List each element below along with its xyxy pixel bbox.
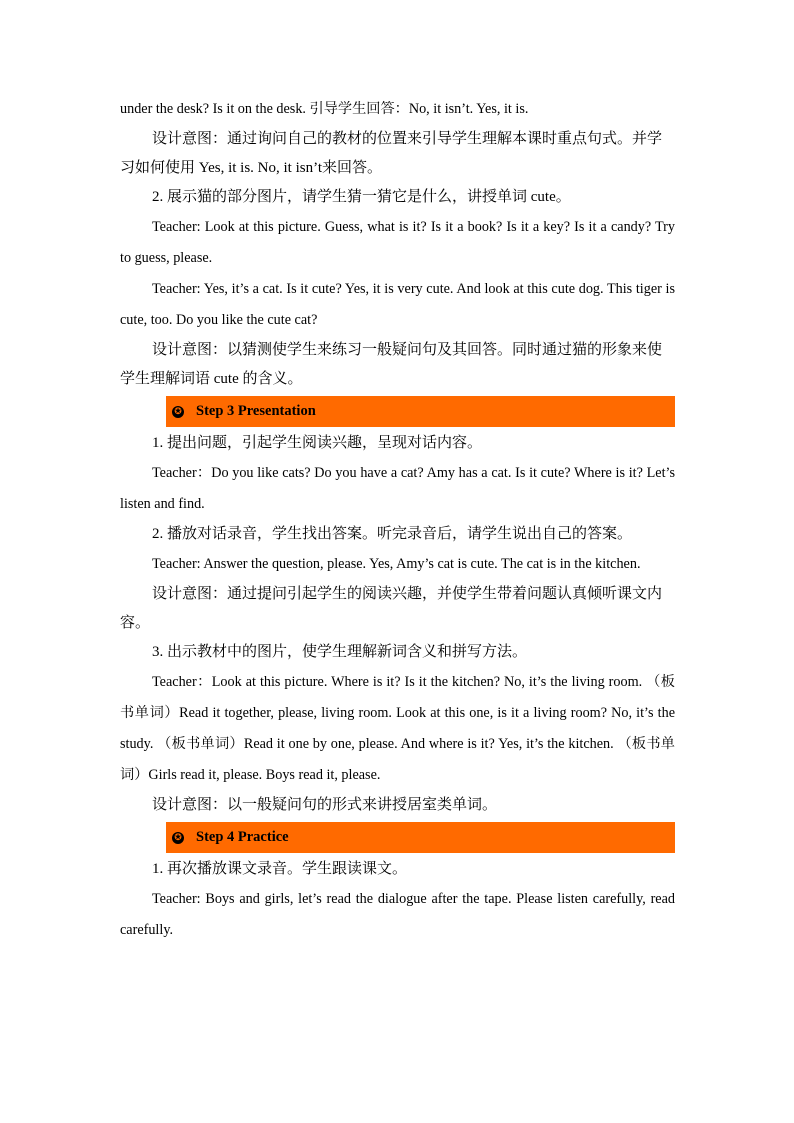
teacher-line: Teacher: Look at this picture. Guess, what is it? Is it a book? Is it a key? Is it a candy? Try to guess, please. bbox=[120, 219, 675, 266]
design-intent-paragraph: 设计意图：以猜测使学生来练习一般疑问句及其回答。同时通过猫的形象来使学生理解词语 cute 的含义。 bbox=[120, 342, 663, 387]
document-body bbox=[120, 94, 675, 946]
design-intent-paragraph: 设计意图：通过提问引起学生的阅读兴趣，并使学生带着问题认真倾听课文内容。 bbox=[120, 586, 663, 631]
step-header-label: Step 4 Practice bbox=[196, 829, 289, 845]
step-item: 2. 播放对话录音，学生找出答案。听完录音后，请学生说出自己的答案。 bbox=[152, 526, 633, 542]
design-intent-paragraph: 设计意图：以一般疑问句的形式来讲授居室类单词。 bbox=[152, 797, 498, 813]
teacher-line: Teacher：Look at this picture. Where is it? Is it the kitchen? No, it’s the living room. （板书单词）Read it together, please, living room. Look at this one, is it a living room? No, it’s the study. （板书单词）Read it one by one, please. And where is it? Yes, it’s the kitchen. （板书单词）Girls read it, please. Boys read it, please. bbox=[120, 674, 675, 783]
step-item: 1. 再次播放课文录音。学生跟读课文。 bbox=[152, 861, 408, 877]
star-circle-icon: ✪ bbox=[172, 832, 184, 844]
star-circle-icon: ✪ bbox=[172, 406, 184, 418]
step-header-label: Step 3 Presentation bbox=[196, 403, 316, 419]
step-header-bar bbox=[166, 822, 675, 853]
teacher-line: Teacher: Answer the question, please. Yes, Amy’s cat is cute. The cat is in the kitchen. bbox=[152, 556, 641, 572]
step-item: 1. 提出问题，引起学生阅读兴趣，呈现对话内容。 bbox=[152, 435, 483, 451]
design-intent-paragraph: 设计意图：通过询问自己的教材的位置来引导学生理解本课时重点句式。并学习如何使用 Yes, it is. No, it isn’t来回答。 bbox=[120, 131, 663, 176]
teacher-line: Teacher: Boys and girls, let’s read the dialogue after the tape. Please listen carefully, read carefully. bbox=[120, 891, 675, 938]
step-item: 2. 展示猫的部分图片，请学生猜一猜它是什么，讲授单词 cute。 bbox=[152, 189, 571, 205]
step-item: 3. 出示教材中的图片，使学生理解新词含义和拼写方法。 bbox=[152, 644, 528, 660]
step-header-bar bbox=[166, 396, 675, 427]
teacher-line: Teacher: Yes, it’s a cat. Is it cute? Yes, it is very cute. And look at this cute dog. This tiger is cute, too. Do you like the cute cat? bbox=[120, 281, 675, 328]
paragraph: under the desk? Is it on the desk. 引导学生回答：No, it isn’t. Yes, it is. bbox=[120, 101, 529, 117]
teacher-line: Teacher：Do you like cats? Do you have a cat? Amy has a cat. Is it cute? Where is it? Let’s listen and find. bbox=[120, 465, 675, 512]
